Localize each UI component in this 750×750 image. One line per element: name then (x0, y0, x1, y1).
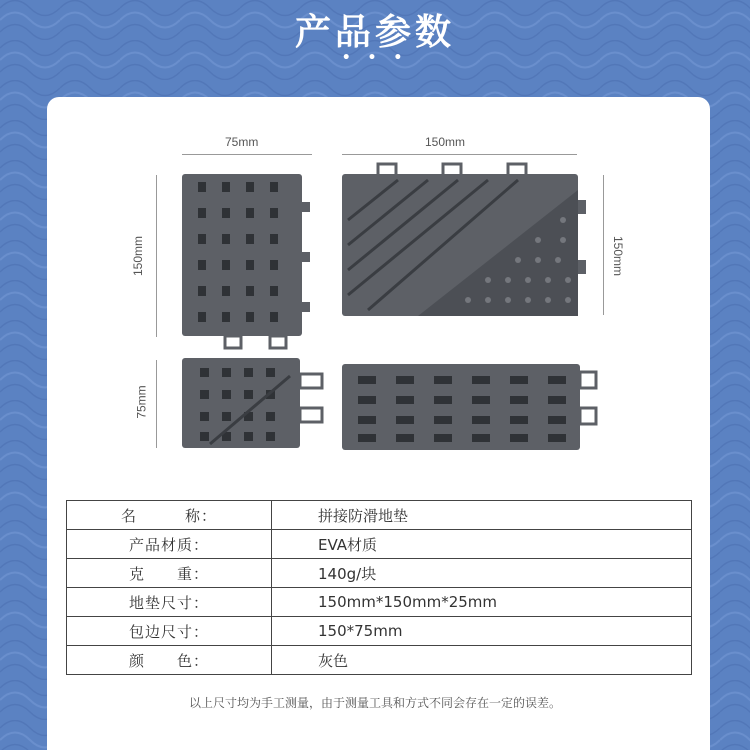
param-value: 拼接防滑地垫 (272, 501, 692, 530)
page-title: 产品参数 (294, 12, 455, 53)
dim-left-upper-label: 150mm (131, 235, 146, 277)
dim-top-left-label: 75mm (225, 135, 259, 149)
table-row (67, 559, 692, 588)
table-row (67, 617, 692, 646)
measurement-footnote: 以上尺寸均为手工测量，由于测量工具和方式不同会存在一定的误差。 (188, 696, 561, 710)
param-value: 150mm*150mm*25mm (272, 588, 692, 617)
edge-strip-vertical-image (180, 172, 320, 352)
param-label: 产品材质： (67, 530, 272, 559)
title-dots: • • • (341, 50, 409, 66)
table-row (67, 501, 692, 530)
params-table (66, 500, 692, 675)
table-row (67, 530, 692, 559)
dim-top-right-label: 150mm (425, 135, 466, 149)
dim-left-lower-line (156, 360, 157, 448)
param-value: 150*75mm (272, 617, 692, 646)
table-row (67, 646, 692, 675)
mat-tile-image (338, 160, 588, 320)
param-value: 灰色 (272, 646, 692, 675)
param-value: EVA材质 (272, 530, 692, 559)
dim-right-upper-label: 150mm (611, 235, 626, 277)
table-row (67, 588, 692, 617)
dim-left-lower-label: 75mm (134, 385, 149, 419)
param-label: 名 称： (67, 501, 272, 530)
dim-right-upper-line (603, 175, 604, 315)
param-label: 克 重： (67, 559, 272, 588)
param-label: 颜 色： (67, 646, 272, 675)
dim-top-left-line (182, 154, 312, 155)
param-label: 包边尺寸： (67, 617, 272, 646)
edge-strip-horizontal-image (338, 358, 603, 454)
dim-top-right-line (342, 154, 577, 155)
corner-tile-image (180, 356, 330, 452)
param-label: 地垫尺寸： (67, 588, 272, 617)
param-value: 140g/块 (272, 559, 692, 588)
dim-left-upper-line (156, 175, 157, 337)
